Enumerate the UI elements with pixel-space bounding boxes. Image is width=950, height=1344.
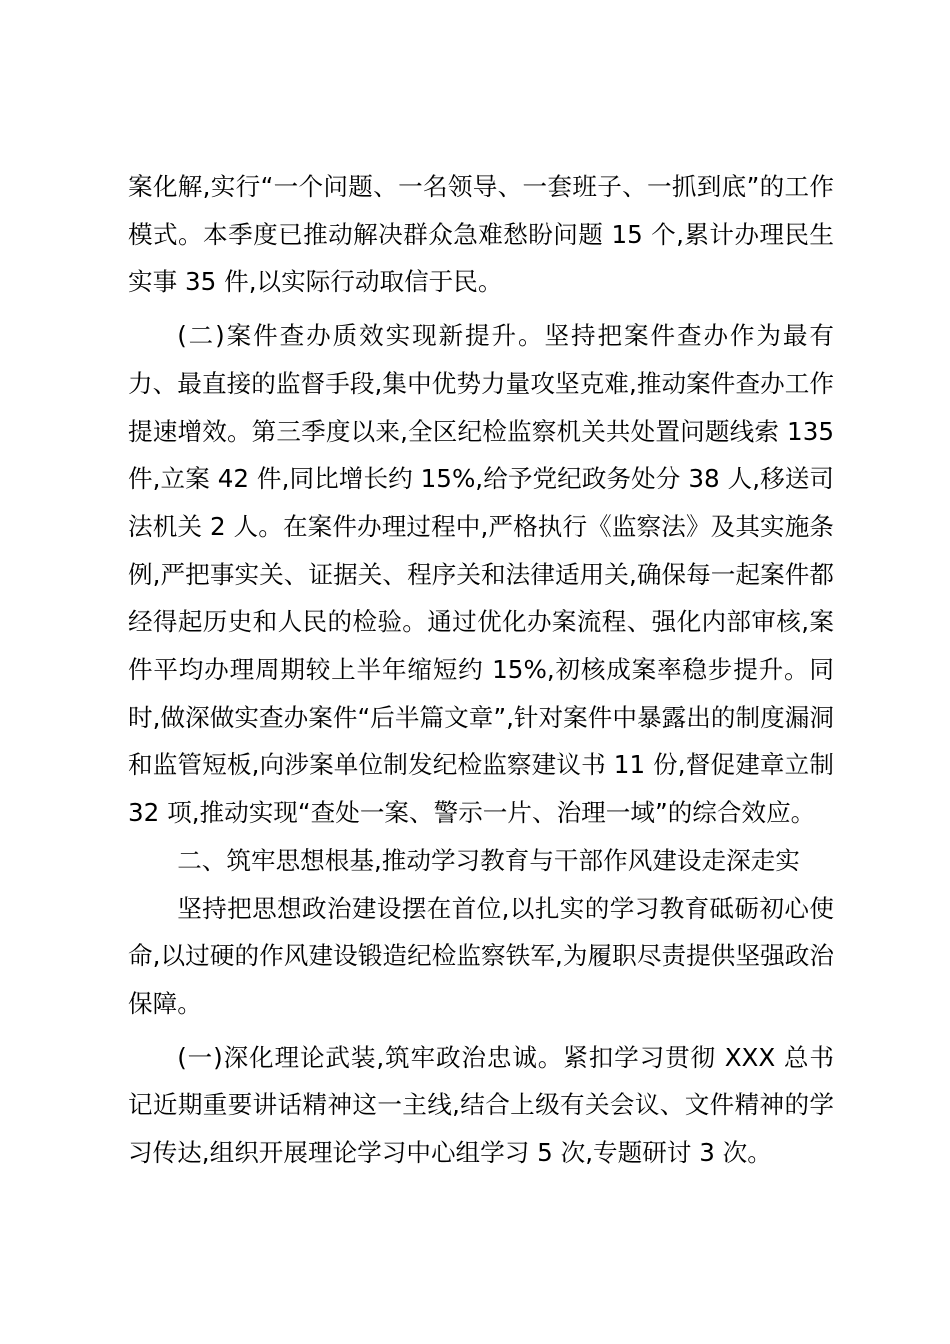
paragraph-1: 案化解,实行“一个问题、一名领导、一套班子、一抓到底”的工作模式。本季度已推动解决群众急难愁盼问题 15 个,累计办理民生实事 35 件,以实际行动取信于民。 [128,172,834,297]
paragraph-4-theory: (一)深化理论武装,筑牢政治忠诚。紧扣学习贯彻 XXX 总书记近期重要讲话精神这一主线,结合上级有关会议、文件精神的学习传达,组织开展理论学习中心组学习 5 次,专题研讨 3 次。 [128,1042,834,1168]
paragraph-3-intro: 坚持把思想政治建设摆在首位,以扎实的学习教育砥砺初心使命,以过硬的作风建设锻造纪检监察铁军,为履职尽责提供坚强政治保障。 [128,893,834,1018]
paragraph-2-case-handling: (二)案件查办质效实现新提升。坚持把案件查办作为最有力、最直接的监督手段,集中优势力量攻坚克难,推动案件查办工作提速增效。第三季度以来,全区纪检监察机关共处置问题线索 135 件,立案 42 件,同比增长约 15%,给予党纪政务处分 38 人,移送司法机关 2 人。在案件办理过程中,严格执行《监察法》及其实施条例,严把事实关、证据关、程序关和法律适用关,确保每一起案件都经得起历史和人民的检验。通过优化办案流程、强化内部审核,案件平均办理周期较上半年缩短约 15%,初核成案率稳步提升。同时,做深做实查办案件“后半篇文章”,针对案件中暴露出的制度漏洞和监管短板,向涉案单位制发纪检监察建议书 11 份,督促建章立制 32 项,推动实现“查处一案、警示一片、治理一域”的综合效应。 [128,321,834,828]
document-body [128,163,834,1177]
section-heading-2: 二、筑牢思想根基,推动学习教育与干部作风建设走深走实 [177,845,800,875]
